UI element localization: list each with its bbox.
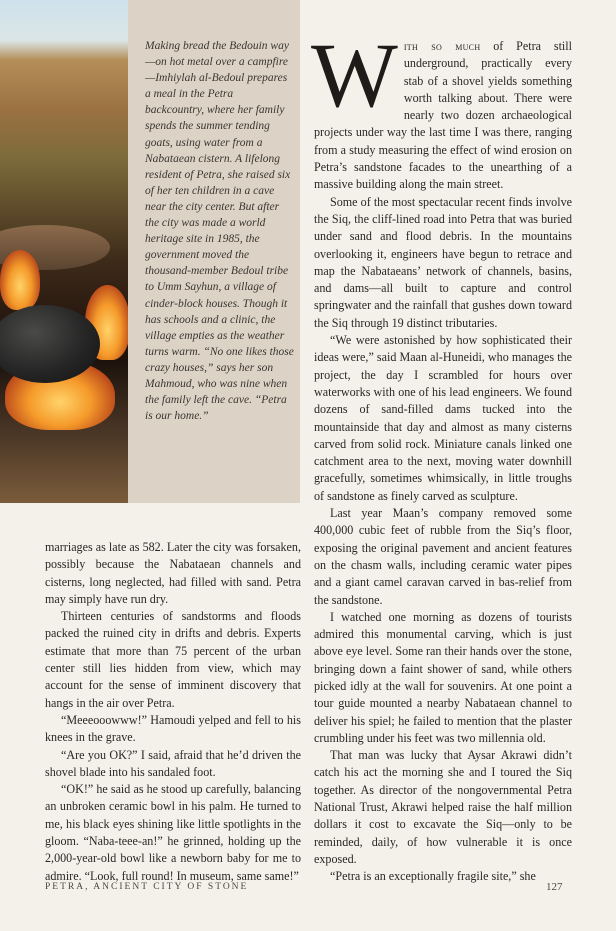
page-number: 127 bbox=[546, 881, 563, 893]
body-paragraph: marriages as late as 582. Later the city was forsaken, possibly because the Nabataean channels and cisterns, long neglected, had filled with sand. Petra may simply have run dry. bbox=[45, 540, 301, 606]
running-title: PETRA, ANCIENT CITY OF STONE bbox=[45, 882, 249, 892]
body-paragraph: I watched one morning as dozens of tourists admired this monumental carving, which is just above eye level. Some ran their hands over the stone, bringing down a faint shower of sand, while others picked idly at the wall for souvenirs. At one point a tour guide mounted a nearby Nabataean channel to deliver his spiel; he failed to mention that the plaster crumbling under his feet was two millennia old. bbox=[314, 609, 572, 745]
body-paragraph: Thirteen centuries of sandstorms and floods packed the ruined city in drifts and debris. Experts estimate that more than 75 percent of the urban center still lies hidden from view, which may account for the sense of imminent discovery that hangs in the air over Petra. bbox=[45, 609, 301, 710]
body-paragraph: Some of the most spectacular recent finds involve the Siq, the cliff-lined road into Petra that was buried under sand and flood debris. In the mountains overlooking it, engineers have begun to retrace and map the Nabataeans’ network of channels, basins, and dams—all built to capture and control springwater and the rainfall that gushes down toward the Siq through 19 distinct tributaries. bbox=[314, 194, 572, 330]
opening-text: of Petra still underground, practically every stab of a shovel yields something worth talking about. There were nearly two dozen archaeological projects under way the last time I was there, ranging from a study measuring the effect of wind erosion on Petra’s sandstone facades to the unearthing of a massive building along the main street. bbox=[314, 39, 573, 192]
left-column bbox=[45, 539, 301, 885]
lead-in: ith so much bbox=[403, 39, 481, 53]
body-paragraph: “We were astonished by how sophisticated their ideas were,” said Maan al-Huneidi, who manages the project, the day I scrambled for hours over waterworks with one of his lead engineers. We found dozens of sand-filled dams tucked into the mountainside that day and almost as many cisterns carved from solid rock. Miniature canals linked one catchment area to the next, moving water downhill gracefully, sometimes whimsically, in little troughs of sandstone as finely carved as sculpture. bbox=[314, 333, 572, 503]
body-paragraph: “Are you OK?” I said, afraid that he’d driven the shovel blade into his sandaled foot. bbox=[45, 747, 301, 779]
body-paragraph: “Petra is an exceptionally fragile site,” she bbox=[330, 869, 536, 884]
body-paragraph: Last year Maan’s company removed some 400,000 cubic feet of rubble from the Siq’s floor, exposing the original pavement and ancient features on the chasm walls, including ceramic water pipes and a giant camel caravan carved in bas-relief from the sandstone. bbox=[314, 506, 572, 607]
body-paragraph: “Meeeooowww!” Hamoudi yelped and fell to his knees in the grave. bbox=[45, 712, 301, 745]
drop-cap: W bbox=[311, 24, 398, 126]
body-paragraph: That man was lucky that Aysar Akrawi didn’t catch his act the morning she and I toured the Siq together. As director of the nongovernmental Petra National Trust, Akrawi helped raise the half million dollars it cost to excavate the Siq—only to be reminded, daily, of how vulnerable it is once exposed. bbox=[314, 748, 572, 866]
right-column bbox=[311, 24, 573, 886]
flame-shape bbox=[0, 250, 40, 310]
photo-caption: Making bread the Bedouin way—on hot metal over a campfire—Imhiylah al-Bedoul prepares a meal in the Petra backcountry, where her family spends the summer tending goats, using water from a Nabataean cistern. A lifelong resident of Petra, she raised six of her ten children in a cave near the city center. But after the city was made a world heritage site in 1985, the government moved the thousand-member Bedoul tribe to Umm Sayhun, a village of cinder-block houses. Though it has schools and a clinic, the village empties as the weather turns warm. “No one likes those crazy houses,” says her son Mahmoud, who was nine when the family left the cave. “Petra is our home.” bbox=[145, 40, 294, 423]
body-paragraph: “OK!” he said as he stood up carefully, balancing an unbroken ceramic bowl in his palm. He turned to me, his black eyes shining like little spotlights in the gloom. “Naba-teee-an!” he grinned, holding up the 2,000-year-old bowl like a newborn baby for me to admire. “Look, full round! In museum, same same!” bbox=[45, 782, 301, 883]
campfire-photo bbox=[0, 0, 128, 503]
opening-paragraph bbox=[311, 24, 573, 194]
